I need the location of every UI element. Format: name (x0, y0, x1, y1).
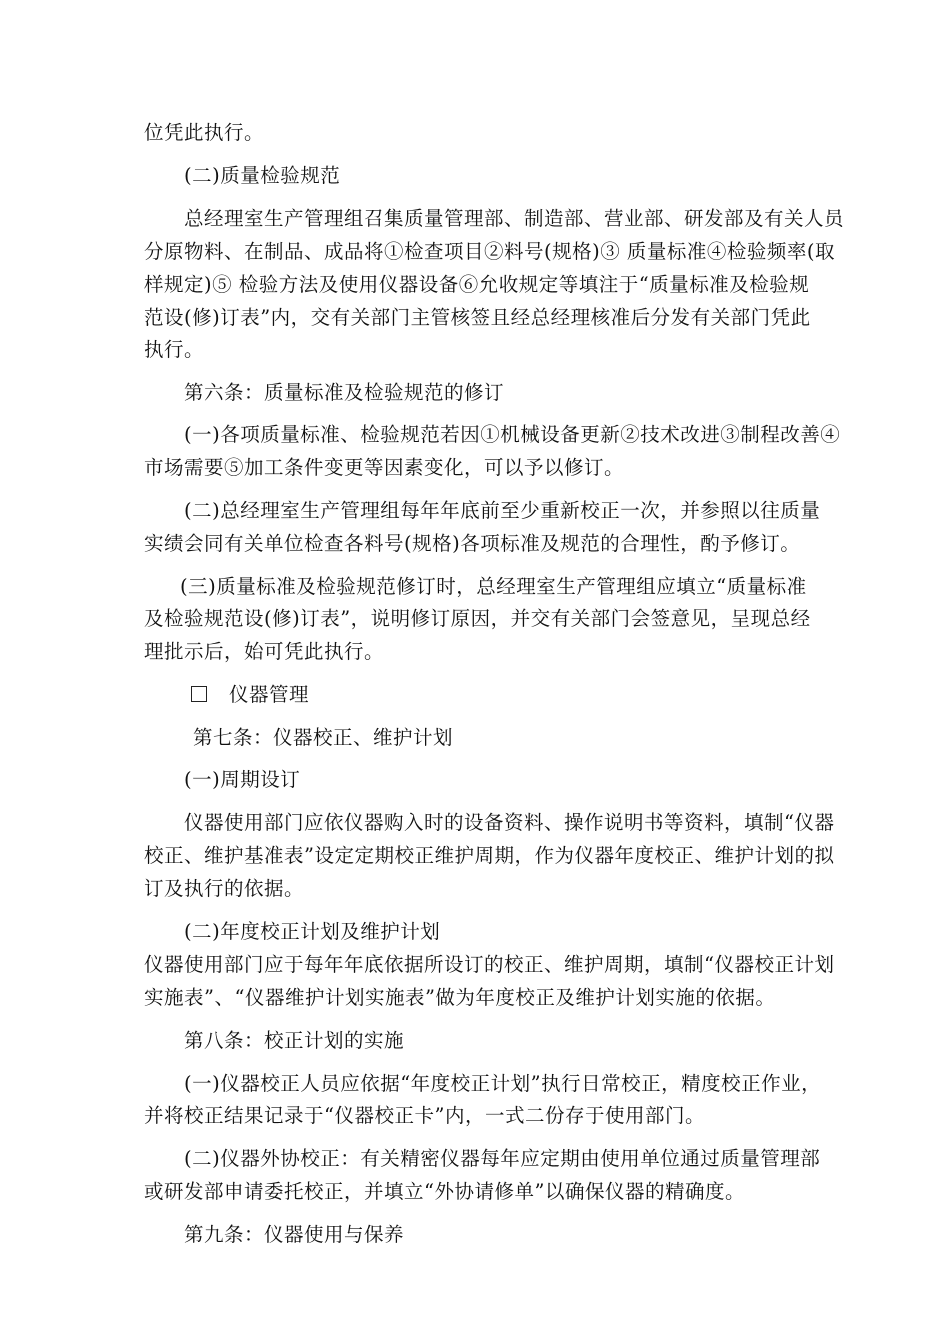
paragraph-line: 及检验规范设(修)订表”，说明修订原因，并交有关部门会签意见，呈现总经 (144, 607, 811, 630)
paragraph-line: 分原物料、在制品、成品将①检查项目②料号(规格)③ 质量标准④检验频率(取 (144, 240, 836, 263)
paragraph-line: (三)质量标准及检验规范修订时，总经理室生产管理组应填立“质量标准 (180, 575, 807, 598)
section-heading: (一)周期设订 (184, 768, 301, 791)
paragraph-line: 范设(修)订表”内，交有关部门主管核签且经总经理核准后分发有关部门凭此 (144, 306, 811, 329)
paragraph-line: (一)各项质量标准、检验规范若因①机械设备更新②技术改进③制程改善④ (184, 423, 841, 446)
paragraph-line: 执行。 (144, 338, 205, 361)
paragraph-line: 位凭此执行。 (144, 121, 265, 144)
paragraph-line: 仪器使用部门应于每年年底依据所设订的校正、维护周期，填制“仪器校正计划 (144, 953, 835, 976)
section-heading: (二)年度校正计划及维护计划 (184, 920, 441, 943)
paragraph-line: 总经理室生产管理组召集质量管理部、制造部、营业部、研发部及有关人员 (184, 207, 845, 230)
paragraph-line: 仪器使用部门应依仪器购入时的设备资料、操作说明书等资料，填制“仪器 (184, 811, 835, 834)
article-heading: 第八条：校正计划的实施 (184, 1029, 405, 1052)
paragraph-line: (二)总经理室生产管理组每年年底前至少重新校正一次，并参照以往质量 (184, 499, 821, 522)
article-heading: 第七条：仪器校正、维护计划 (193, 726, 454, 749)
article-heading: 第六条：质量标准及检验规范的修订 (184, 381, 505, 404)
paragraph-line: (二)仪器外协校正：有关精密仪器每年应定期由使用单位通过质量管理部 (184, 1147, 821, 1170)
paragraph-line: 或研发部申请委托校正，并填立“外协请修单”以确保仪器的精确度。 (144, 1180, 745, 1203)
chapter-title: 仪器管理 (229, 683, 310, 706)
article-heading: 第九条：仪器使用与保养 (184, 1223, 405, 1246)
section-heading: (二)质量检验规范 (184, 164, 341, 187)
paragraph-line: 样规定)⑤ 检验方法及使用仪器设备⑥允收规定等填注于“质量标准及检验规 (144, 273, 810, 296)
chapter-heading (191, 681, 309, 709)
paragraph-line: 并将校正结果记录于“仪器校正卡”内，一式二份存于使用部门。 (144, 1104, 705, 1127)
paragraph-line: 市场需要⑤加工条件变更等因素变化，可以予以修订。 (144, 456, 625, 479)
paragraph-line: 订及执行的依据。 (144, 877, 305, 900)
paragraph-line: (一)仪器校正人员应依据“年度校正计划”执行日常校正，精度校正作业， (184, 1072, 822, 1095)
paragraph-line: 理批示后，始可凭此执行。 (144, 640, 385, 663)
paragraph-line: 实施表”、“仪器维护计划实施表”做为年度校正及维护计划实施的依据。 (144, 986, 776, 1009)
paragraph-line: 校正、维护基准表”设定定期校正维护周期，作为仪器年度校正、维护计划的拟 (144, 844, 835, 867)
checkbox-square-icon (191, 686, 207, 702)
paragraph-line: 实绩会同有关单位检查各料号(规格)各项标准及规范的合理性，酌予修订。 (144, 532, 801, 555)
